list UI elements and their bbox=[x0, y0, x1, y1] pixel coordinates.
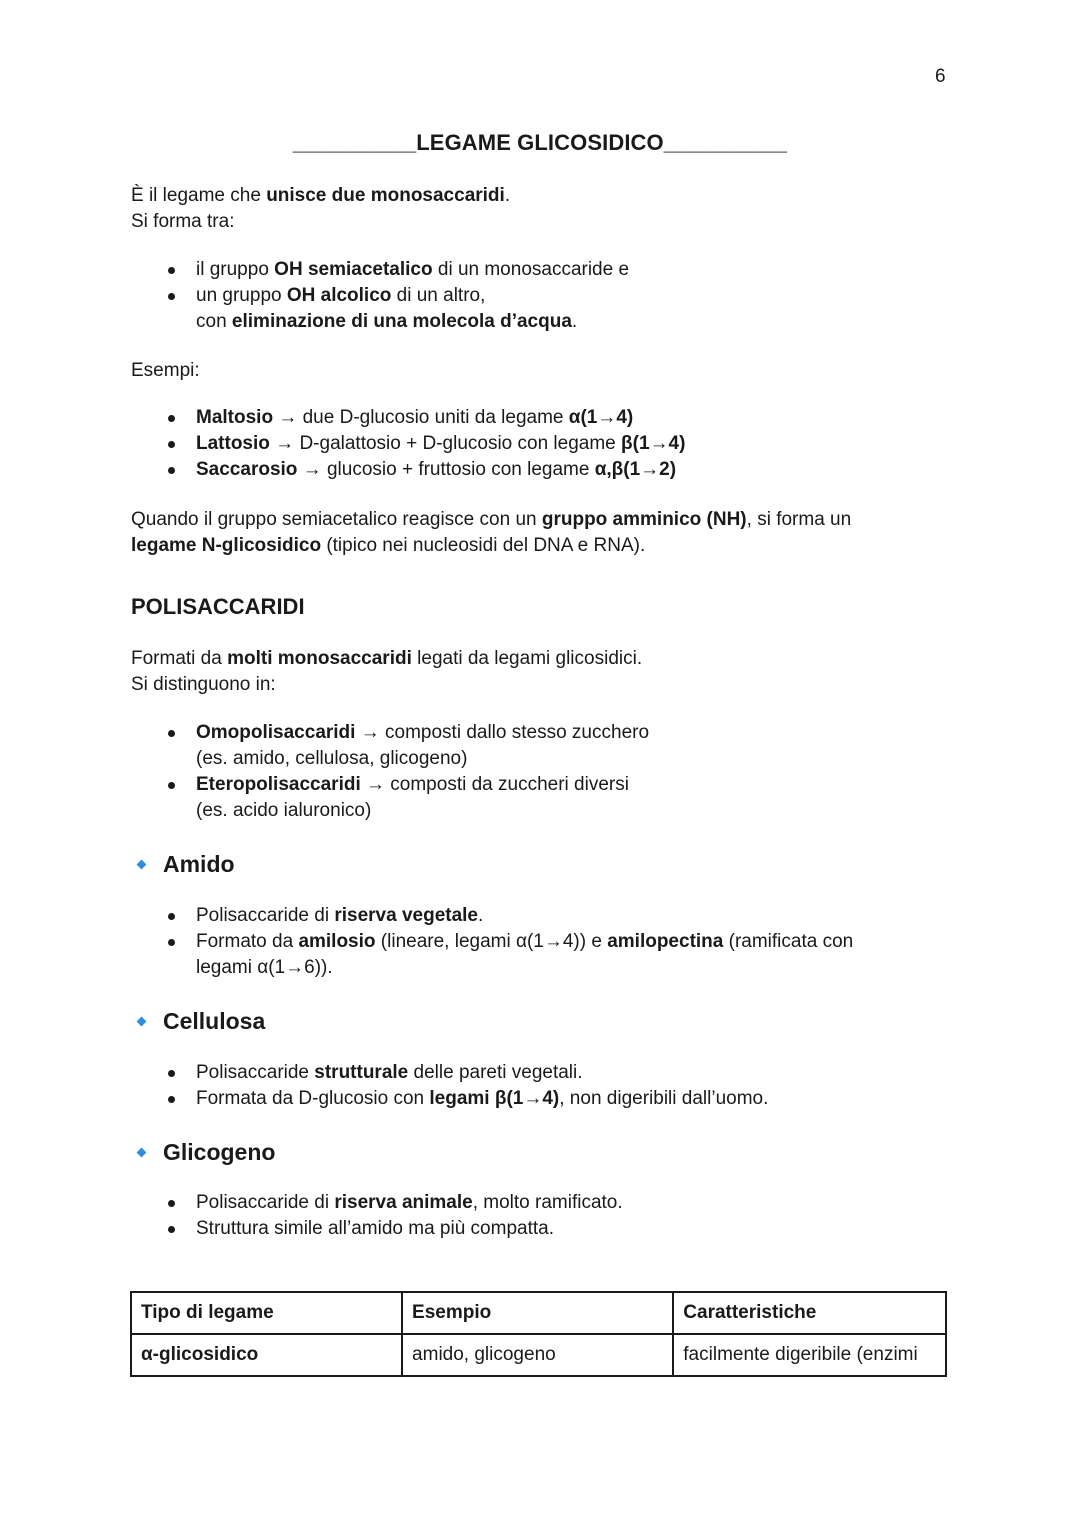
list-item-continuation: con eliminazione di una molecola d’acqua. bbox=[196, 311, 578, 332]
section-heading-glicogeno: Glicogeno bbox=[138, 1139, 275, 1166]
list-item: Lattosio → D-galattosio + D-glucosio con legame β(1→4) bbox=[163, 431, 685, 457]
examples-list bbox=[163, 405, 685, 483]
diamond-bullet-icon bbox=[137, 1017, 147, 1027]
table-header-cell: Esempio bbox=[402, 1292, 673, 1334]
list-item: Polisaccaride strutturale delle pareti vegetali. bbox=[163, 1060, 768, 1086]
list-item: il gruppo OH semiacetalico di un monosaccaride e bbox=[163, 257, 629, 283]
diamond-bullet-icon bbox=[137, 1148, 147, 1158]
list-item: Saccarosio → glucosio + fruttosio con legame α,β(1→2) bbox=[163, 457, 685, 483]
glicogeno-list bbox=[163, 1190, 623, 1242]
table-header-cell: Tipo di legame bbox=[131, 1292, 402, 1334]
list-item-continuation: (es. amido, cellulosa, glicogeno) bbox=[196, 748, 468, 769]
table-cell: facilmente digeribile (enzimi bbox=[673, 1334, 946, 1376]
intro-line-1: È il legame che unisce due monosaccaridi. bbox=[131, 185, 511, 206]
list-item: Struttura simile all’amido ma più compatta. bbox=[163, 1216, 623, 1242]
list-item: Formata da D-glucosio con legami β(1→4), non digeribili dall’uomo. bbox=[163, 1086, 768, 1112]
list-item: un gruppo OH alcolico di un altro, bbox=[163, 283, 629, 309]
page-number: 6 bbox=[935, 66, 946, 87]
formation-list bbox=[163, 257, 629, 335]
list-item: Formato da amilosio (lineare, legami α(1→4)) e amilopectina (ramificata con bbox=[163, 929, 853, 955]
table-header-cell: Caratteristiche bbox=[673, 1292, 946, 1334]
diamond-bullet-icon bbox=[137, 860, 147, 870]
page-title: __________LEGAME GLICOSIDICO__________ bbox=[292, 130, 788, 155]
list-item: Eteropolisaccaridi → composti da zuccheri diversi bbox=[163, 772, 649, 798]
list-item: Omopolisaccaridi → composti dallo stesso zucchero bbox=[163, 720, 649, 746]
nglyco-line-1: Quando il gruppo semiacetalico reagisce con un gruppo amminico (NH), si forma un bbox=[131, 509, 852, 530]
table-header-row bbox=[131, 1292, 946, 1334]
polisaccaridi-line-1: Formati da molti monosaccaridi legati da legami glicosidici. bbox=[131, 648, 643, 669]
table-cell: α-glicosidico bbox=[131, 1334, 402, 1376]
examples-label: Esempi: bbox=[131, 360, 200, 381]
cellulosa-list bbox=[163, 1060, 768, 1112]
section-heading-polisaccaridi: POLISACCARIDI bbox=[131, 594, 305, 619]
list-item-continuation: (es. acido ialuronico) bbox=[196, 800, 372, 821]
intro-line-2: Si forma tra: bbox=[131, 211, 235, 232]
amido-list bbox=[163, 903, 853, 981]
list-item: Polisaccaride di riserva animale, molto ramificato. bbox=[163, 1190, 623, 1216]
polisaccaridi-list bbox=[163, 720, 649, 824]
table-cell: amido, glicogeno bbox=[402, 1334, 673, 1376]
table-row bbox=[131, 1334, 946, 1376]
list-item-continuation: legami α(1→6)). bbox=[196, 957, 333, 978]
polisaccaridi-line-2: Si distinguono in: bbox=[131, 674, 276, 695]
section-heading-amido: Amido bbox=[138, 851, 235, 878]
bond-table bbox=[130, 1291, 947, 1377]
nglyco-line-2: legame N-glicosidico (tipico nei nucleosidi del DNA e RNA). bbox=[131, 535, 646, 556]
list-item: Polisaccaride di riserva vegetale. bbox=[163, 903, 853, 929]
section-heading-cellulosa: Cellulosa bbox=[138, 1008, 265, 1035]
list-item: Maltosio → due D-glucosio uniti da legame α(1→4) bbox=[163, 405, 685, 431]
